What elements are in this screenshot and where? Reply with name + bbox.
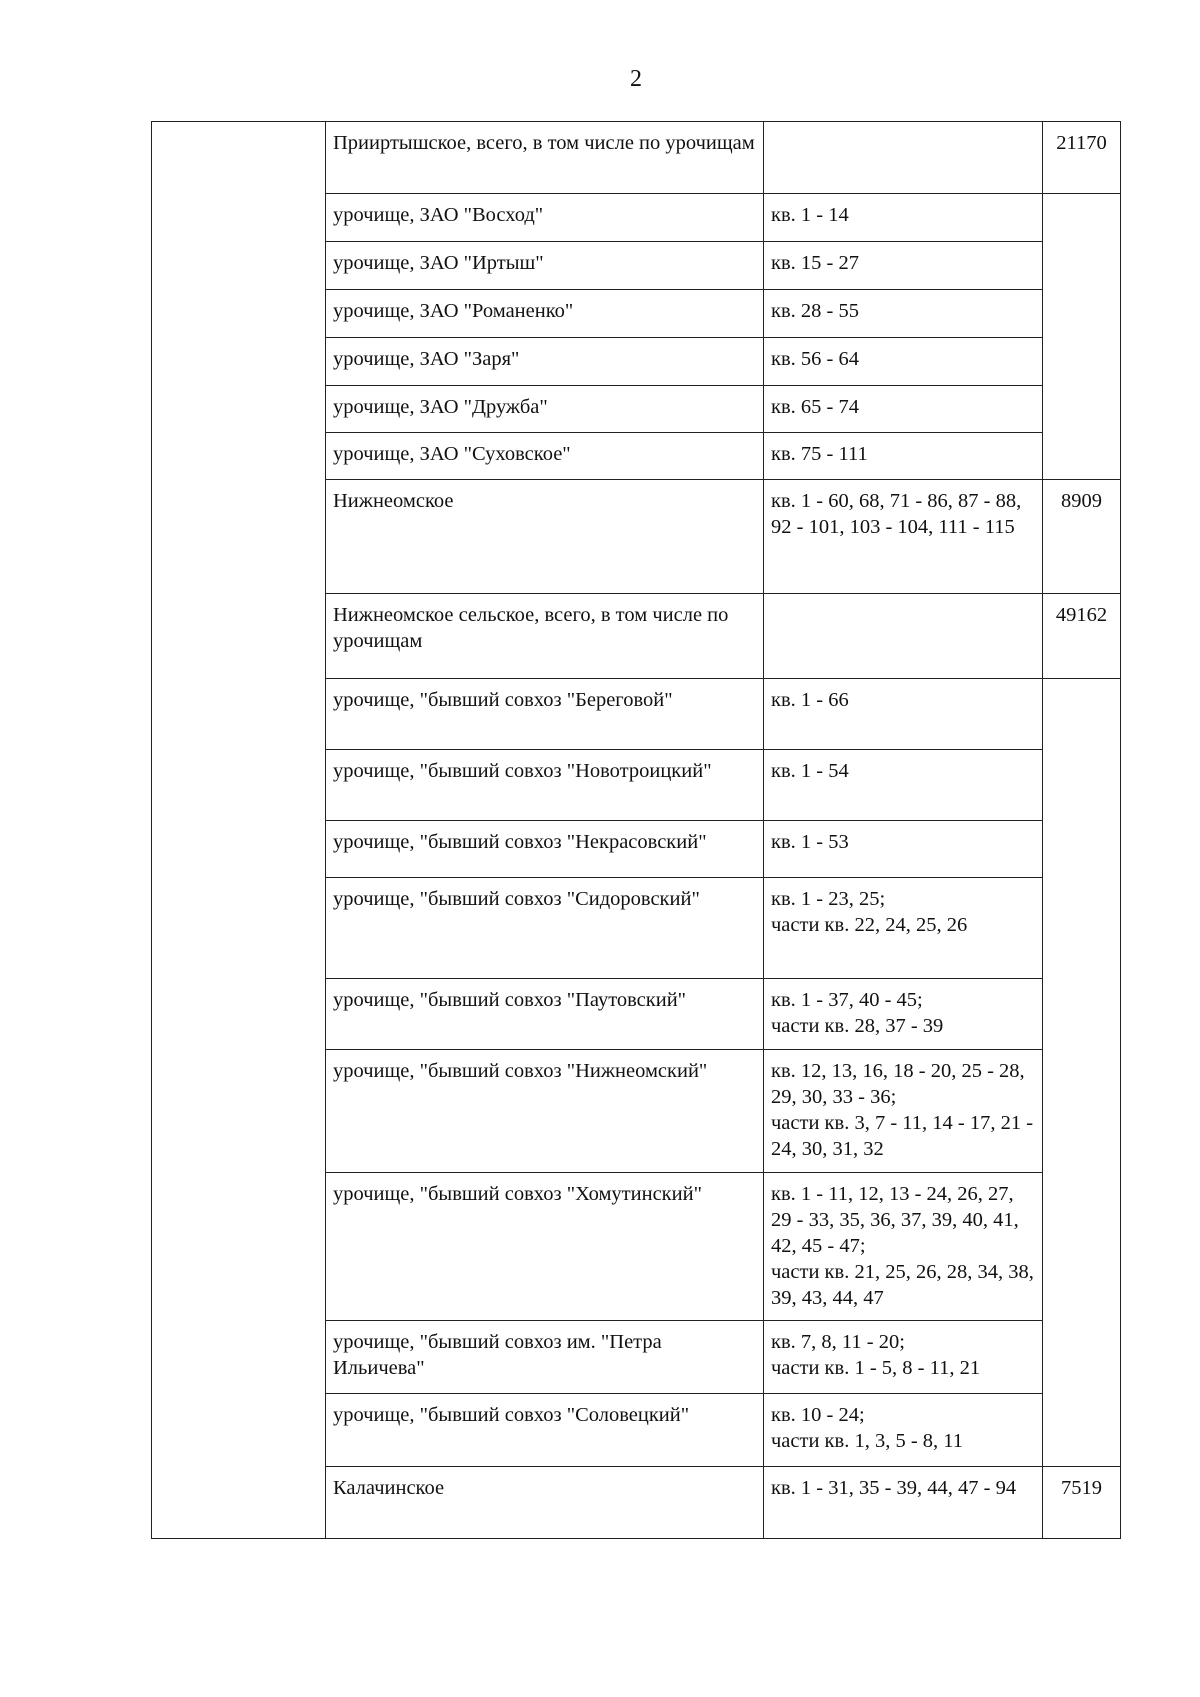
area-cell: 7519 xyxy=(1043,1467,1121,1539)
quarters-cell xyxy=(764,594,1043,679)
area-cell: 21170 xyxy=(1043,122,1121,194)
empty-area-cell xyxy=(1043,679,1121,1467)
quarters-line: кв. 1 - 11, 12, 13 - 24, 26, 27, 29 - 33, 35, 36, 37, 39, 40, 41, 42, 45 - 47; xyxy=(771,1183,1019,1257)
quarters-cell: кв. 56 - 64 xyxy=(764,338,1043,386)
tract-name-cell: урочище, "бывший совхоз "Паутовский" xyxy=(326,979,764,1050)
quarters-cell xyxy=(764,878,1043,979)
quarters-cell xyxy=(764,979,1043,1050)
tract-name-cell: урочище, "бывший совхоз им. "Петра Ильичева" xyxy=(326,1321,764,1394)
tract-name-cell: урочище, "бывший совхоз "Некрасовский" xyxy=(326,821,764,878)
quarters-cell xyxy=(764,1321,1043,1394)
quarters-line: кв. 12, 13, 16, 18 - 20, 25 - 28, 29, 30, 33 - 36; xyxy=(771,1060,1025,1108)
quarters-cell: кв. 1 - 14 xyxy=(764,194,1043,242)
quarters-line: части кв. 28, 37 - 39 xyxy=(771,1015,944,1037)
quarters-line: части кв. 22, 24, 25, 26 xyxy=(771,914,968,936)
quarters-cell: кв. 1 - 60, 68, 71 - 86, 87 - 88, 92 - 101, 103 - 104, 111 - 115 xyxy=(764,480,1043,594)
tract-name-cell: урочище, ЗАО "Заря" xyxy=(326,338,764,386)
quarters-line: кв. 1 - 37, 40 - 45; xyxy=(771,989,923,1011)
tract-name-cell: урочище, "бывший совхоз "Соловецкий" xyxy=(326,1394,764,1467)
quarters-cell: кв. 28 - 55 xyxy=(764,290,1043,338)
quarters-cell: кв. 1 - 31, 35 - 39, 44, 47 - 94 xyxy=(764,1467,1043,1539)
quarters-cell xyxy=(764,1394,1043,1467)
tract-name-cell: урочище, ЗАО "Суховское" xyxy=(326,433,764,480)
forestry-name-cell: Прииртышское, всего, в том числе по урочищам xyxy=(326,122,764,194)
quarters-cell: кв. 75 - 111 xyxy=(764,433,1043,480)
tract-name-cell: урочище, "бывший совхоз "Нижнеомский" xyxy=(326,1050,764,1173)
forestry-name-cell: Нижнеомское сельское, всего, в том числе по урочищам xyxy=(326,594,764,679)
quarters-line: части кв. 21, 25, 26, 28, 34, 38, 39, 43, 44, 47 xyxy=(771,1261,1034,1309)
area-cell: 8909 xyxy=(1043,480,1121,594)
quarters-cell xyxy=(764,122,1043,194)
page-number: 2 xyxy=(630,66,642,92)
quarters-line: кв. 7, 8, 11 - 20; xyxy=(771,1331,905,1353)
tract-name-cell: урочище, ЗАО "Дружба" xyxy=(326,386,764,433)
quarters-cell xyxy=(764,1173,1043,1321)
quarters-line: части кв. 3, 7 - 11, 14 - 17, 21 - 24, 30, 31, 32 xyxy=(771,1112,1034,1160)
tract-name-cell: урочище, ЗАО "Иртыш" xyxy=(326,242,764,290)
quarters-line: части кв. 1 - 5, 8 - 11, 21 xyxy=(771,1357,981,1379)
blank-left-column xyxy=(152,122,326,1539)
forestry-name-cell: Нижнеомское xyxy=(326,480,764,594)
quarters-cell: кв. 1 - 66 xyxy=(764,679,1043,750)
quarters-cell: кв. 1 - 54 xyxy=(764,750,1043,821)
quarters-cell: кв. 15 - 27 xyxy=(764,242,1043,290)
tract-name-cell: урочище, "бывший совхоз "Береговой" xyxy=(326,679,764,750)
quarters-cell: кв. 65 - 74 xyxy=(764,386,1043,433)
quarters-cell xyxy=(764,1050,1043,1173)
empty-area-cell xyxy=(1043,194,1121,480)
forest-districts-table xyxy=(151,121,1121,1539)
quarters-cell: кв. 1 - 53 xyxy=(764,821,1043,878)
quarters-line: части кв. 1, 3, 5 - 8, 11 xyxy=(771,1430,964,1452)
tract-name-cell: урочище, "бывший совхоз "Сидоровский" xyxy=(326,878,764,979)
forestry-name-cell: Калачинское xyxy=(326,1467,764,1539)
quarters-line: кв. 10 - 24; xyxy=(771,1404,865,1426)
tract-name-cell: урочище, ЗАО "Восход" xyxy=(326,194,764,242)
tract-name-cell: урочище, ЗАО "Романенко" xyxy=(326,290,764,338)
tract-name-cell: урочище, "бывший совхоз "Хомутинский" xyxy=(326,1173,764,1321)
area-cell: 49162 xyxy=(1043,594,1121,679)
tract-name-cell: урочище, "бывший совхоз "Новотроицкий" xyxy=(326,750,764,821)
quarters-line: кв. 1 - 23, 25; xyxy=(771,888,886,910)
table-row xyxy=(152,122,1121,194)
